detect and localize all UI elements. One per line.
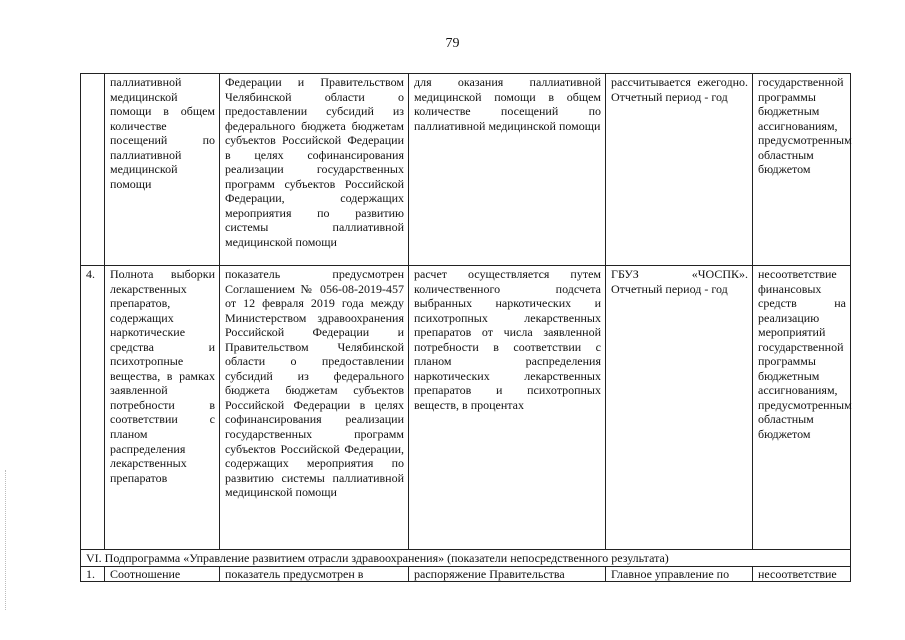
indicator-basis: Федерации и Правительством Челябинской области о предоставлении субсидий из федерального бюджета бюджетам субъектов Российской Федерации в целях софинансирования реализации государственных программ субъектов Российской Федерации, содержащих мероприятия по развитию системы паллиативной медицинской помощи [220,74,409,266]
data-source: Главное управление по [606,566,753,582]
page-number: 79 [445,36,460,51]
indicators-table [80,73,851,582]
row-number [81,74,105,266]
calculation-method: распоряжение Правительства [409,566,606,582]
data-source: рассчитывается ежегодно. Отчетный период - год [606,74,753,266]
indicator-name: Полнота выборки лекарственных препаратов, содержащих наркотические средства и психотропные вещества, в рамках заявленной потребности в соответствии с планом распределения лекарственных препаратов [105,266,220,550]
data-source: ГБУЗ «ЧОСПК». Отчетный период - год [606,266,753,550]
indicator-name: паллиативной медицинской помощи в общем количестве посещений по паллиативной медицинской помощи [105,74,220,266]
calculation-method: для оказания паллиативной медицинской помощи в общем количестве посещений по паллиативной медицинской помощи [409,74,606,266]
calculation-method: расчет осуществляется путем количественного подсчета выбранных наркотических и психотропных лекарственных препаратов от числа заявленной потребности в соответствии с планом распределения наркотических лекарственных препаратов и психотропных веществ, в процентах [409,266,606,550]
risk-factor: несоответствие [753,566,851,582]
table-row [81,266,851,550]
row-number: 1. [81,566,105,582]
risk-factor: несоответствие финансовых средств на реализацию мероприятий государственной программы бюджетным ассигнованиям, предусмотренным областным бюджетом [753,266,851,550]
table-row [81,74,851,266]
indicator-basis: показатель предусмотрен в [220,566,409,582]
section-header-row [81,550,851,567]
table-row [81,566,851,582]
risk-factor: государственной программы бюджетным ассигнованиям, предусмотренным областным бюджетом [753,74,851,266]
section-header: VI. Подпрограмма «Управление развитием отрасли здравоохранения» (показатели непосредственного результата) [81,550,851,567]
row-number: 4. [81,266,105,550]
indicator-basis: показатель предусмотрен Соглашением № 056-08-2019-457 от 12 февраля 2019 года между Министерством здравоохранения Российской Федерации и Правительством Челябинской области о предоставлении субсидий из федерального бюджета бюджетам субъектов Российской Федерации в целях софинансирования реализации государственных программ субъектов Российской Федерации, содержащих мероприятия по развитию системы паллиативной медицинской помощи [220,266,409,550]
scan-edge-mark [5,470,8,610]
indicator-name: Соотношение [105,566,220,582]
